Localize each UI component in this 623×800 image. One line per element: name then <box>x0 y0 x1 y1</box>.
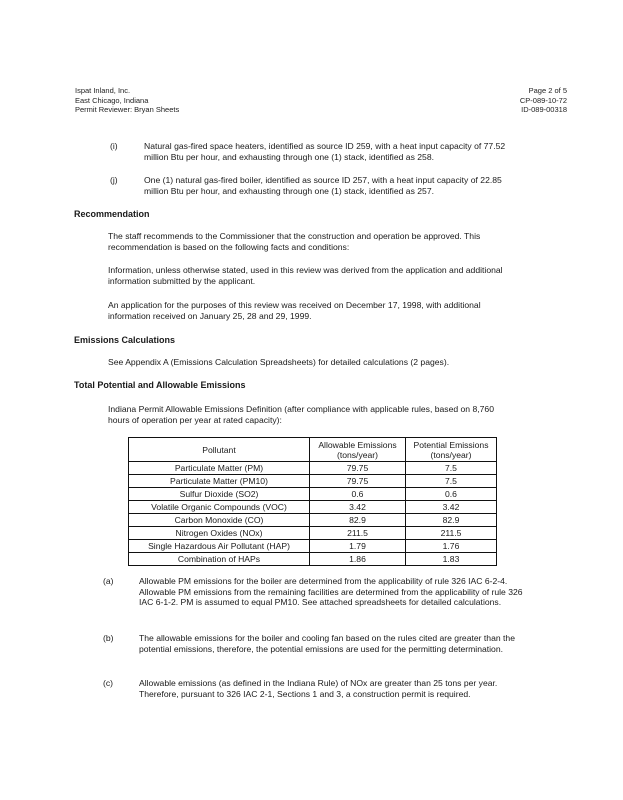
total-emissions-intro: Indiana Permit Allowable Emissions Definition (after compliance with applicable rules, based on 8,760 hours of operation per year at rated capacity): <box>108 404 494 425</box>
allowable-cell: 79.75 <box>310 462 406 475</box>
pollutant-cell: Particulate Matter (PM10) <box>129 475 310 488</box>
item-text: One (1) natural gas-fired boiler, identified as source ID 257, with a heat input capacity of 22.85 million Btu per hour, and exhausting through one (1) stack, identified as 257. <box>144 175 502 196</box>
column-header-allowable: Allowable Emissions (tons/year) <box>310 438 406 462</box>
total-emissions-heading: Total Potential and Allowable Emissions <box>74 380 246 390</box>
allowable-cell: 79.75 <box>310 475 406 488</box>
allowable-cell: 82.9 <box>310 514 406 527</box>
allowable-cell: 3.42 <box>310 501 406 514</box>
table-row <box>129 488 497 501</box>
header-permit-number: CP-089-10-72 <box>519 95 567 105</box>
pollutant-cell: Carbon Monoxide (CO) <box>129 514 310 527</box>
item-number: (i) <box>110 141 118 151</box>
pollutant-cell: Sulfur Dioxide (SO2) <box>129 488 310 501</box>
allowable-cell: 1.86 <box>310 553 406 566</box>
header-company: Ispat Inland, Inc. <box>75 86 131 95</box>
note-text: Allowable emissions (as defined in the Indiana Rule) of NOx are greater than 25 tons per year. Therefore, pursuant to 326 IAC 2-1, Sections 1 and 3, a construction permit is required. <box>139 678 498 699</box>
emissions-table <box>128 437 497 566</box>
table-row <box>129 553 497 566</box>
potential-cell: 7.5 <box>406 475 497 488</box>
recommendation-paragraph: An application for the purposes of this review was received on December 17, 1998, with additional information received on January 25, 28 and 29, 1999. <box>108 300 481 321</box>
recommendation-heading: Recommendation <box>74 209 150 219</box>
list-item <box>103 576 529 608</box>
table-row <box>129 514 497 527</box>
recommendation-paragraph: Information, unless otherwise stated, used in this review was derived from the application and additional information submitted by the applicant. <box>108 265 503 286</box>
pollutant-cell: Combination of HAPs <box>129 553 310 566</box>
table-header-row <box>129 438 497 462</box>
column-header-pollutant: Pollutant <box>129 438 310 462</box>
note-text: The allowable emissions for the boiler and cooling fan based on the rules cited are greater than the potential emissions, therefore, the potential emissions are used for the permitting determination. <box>139 633 515 654</box>
header-right <box>520 86 567 115</box>
table-row <box>129 462 497 475</box>
allowable-cell: 1.79 <box>310 540 406 553</box>
pollutant-cell: Volatile Organic Compounds (VOC) <box>129 501 310 514</box>
potential-cell: 7.5 <box>406 462 497 475</box>
recommendation-paragraph: The staff recommends to the Commissioner that the construction and operation be approved. This recommendation is based on the following facts and conditions: <box>108 231 481 252</box>
potential-cell: 211.5 <box>406 527 497 540</box>
header-page-number: Page 2 of 5 <box>528 86 567 95</box>
table-row <box>129 475 497 488</box>
emissions-calc-heading: Emissions Calculations <box>74 335 176 345</box>
allowable-cell: 211.5 <box>310 527 406 540</box>
note-number: (c) <box>103 678 114 688</box>
header-plant-id: ID-089-00318 <box>521 105 567 114</box>
potential-cell: 3.42 <box>406 501 497 514</box>
emissions-calc-text: See Appendix A (Emissions Calculation Spreadsheets) for detailed calculations (2 pages). <box>108 357 450 367</box>
pollutant-cell: Single Hazardous Air Pollutant (HAP) <box>129 540 310 553</box>
pollutant-cell: Particulate Matter (PM) <box>129 462 310 475</box>
pollutant-cell: Nitrogen Oxides (NOx) <box>129 527 310 540</box>
allowable-cell: 0.6 <box>310 488 406 501</box>
table-row <box>129 540 497 553</box>
note-number: (b) <box>103 633 114 643</box>
list-item <box>103 678 529 699</box>
list-item <box>103 633 529 654</box>
header-reviewer: Permit Reviewer: Bryan Sheets <box>75 105 180 114</box>
potential-cell: 82.9 <box>406 514 497 527</box>
table-row <box>129 527 497 540</box>
item-text: Natural gas-fired space heaters, identified as source ID 259, with a heat input capacity of 77.52 million Btu per hour, and exhausting through one (1) stack, identified as 258. <box>144 141 506 162</box>
list-item <box>110 141 512 162</box>
note-text: Allowable PM emissions for the boiler are determined from the applicability of rule 326 IAC 6-2-4. Allowable PM emissions from the remaining facilities are determined from the applicability of rule 326 IAC 6-1-2. PM is assumed to equal PM10. See attached spreadsheets for detailed calculations. <box>139 576 523 608</box>
table-row <box>129 501 497 514</box>
header-left <box>75 86 179 115</box>
column-header-potential: Potential Emissions (tons/year) <box>406 438 497 462</box>
item-number: (j) <box>110 175 118 185</box>
potential-cell: 1.76 <box>406 540 497 553</box>
potential-cell: 0.6 <box>406 488 497 501</box>
list-item <box>110 175 512 196</box>
note-number: (a) <box>103 576 114 586</box>
header-location: East Chicago, Indiana <box>75 95 149 105</box>
potential-cell: 1.83 <box>406 553 497 566</box>
